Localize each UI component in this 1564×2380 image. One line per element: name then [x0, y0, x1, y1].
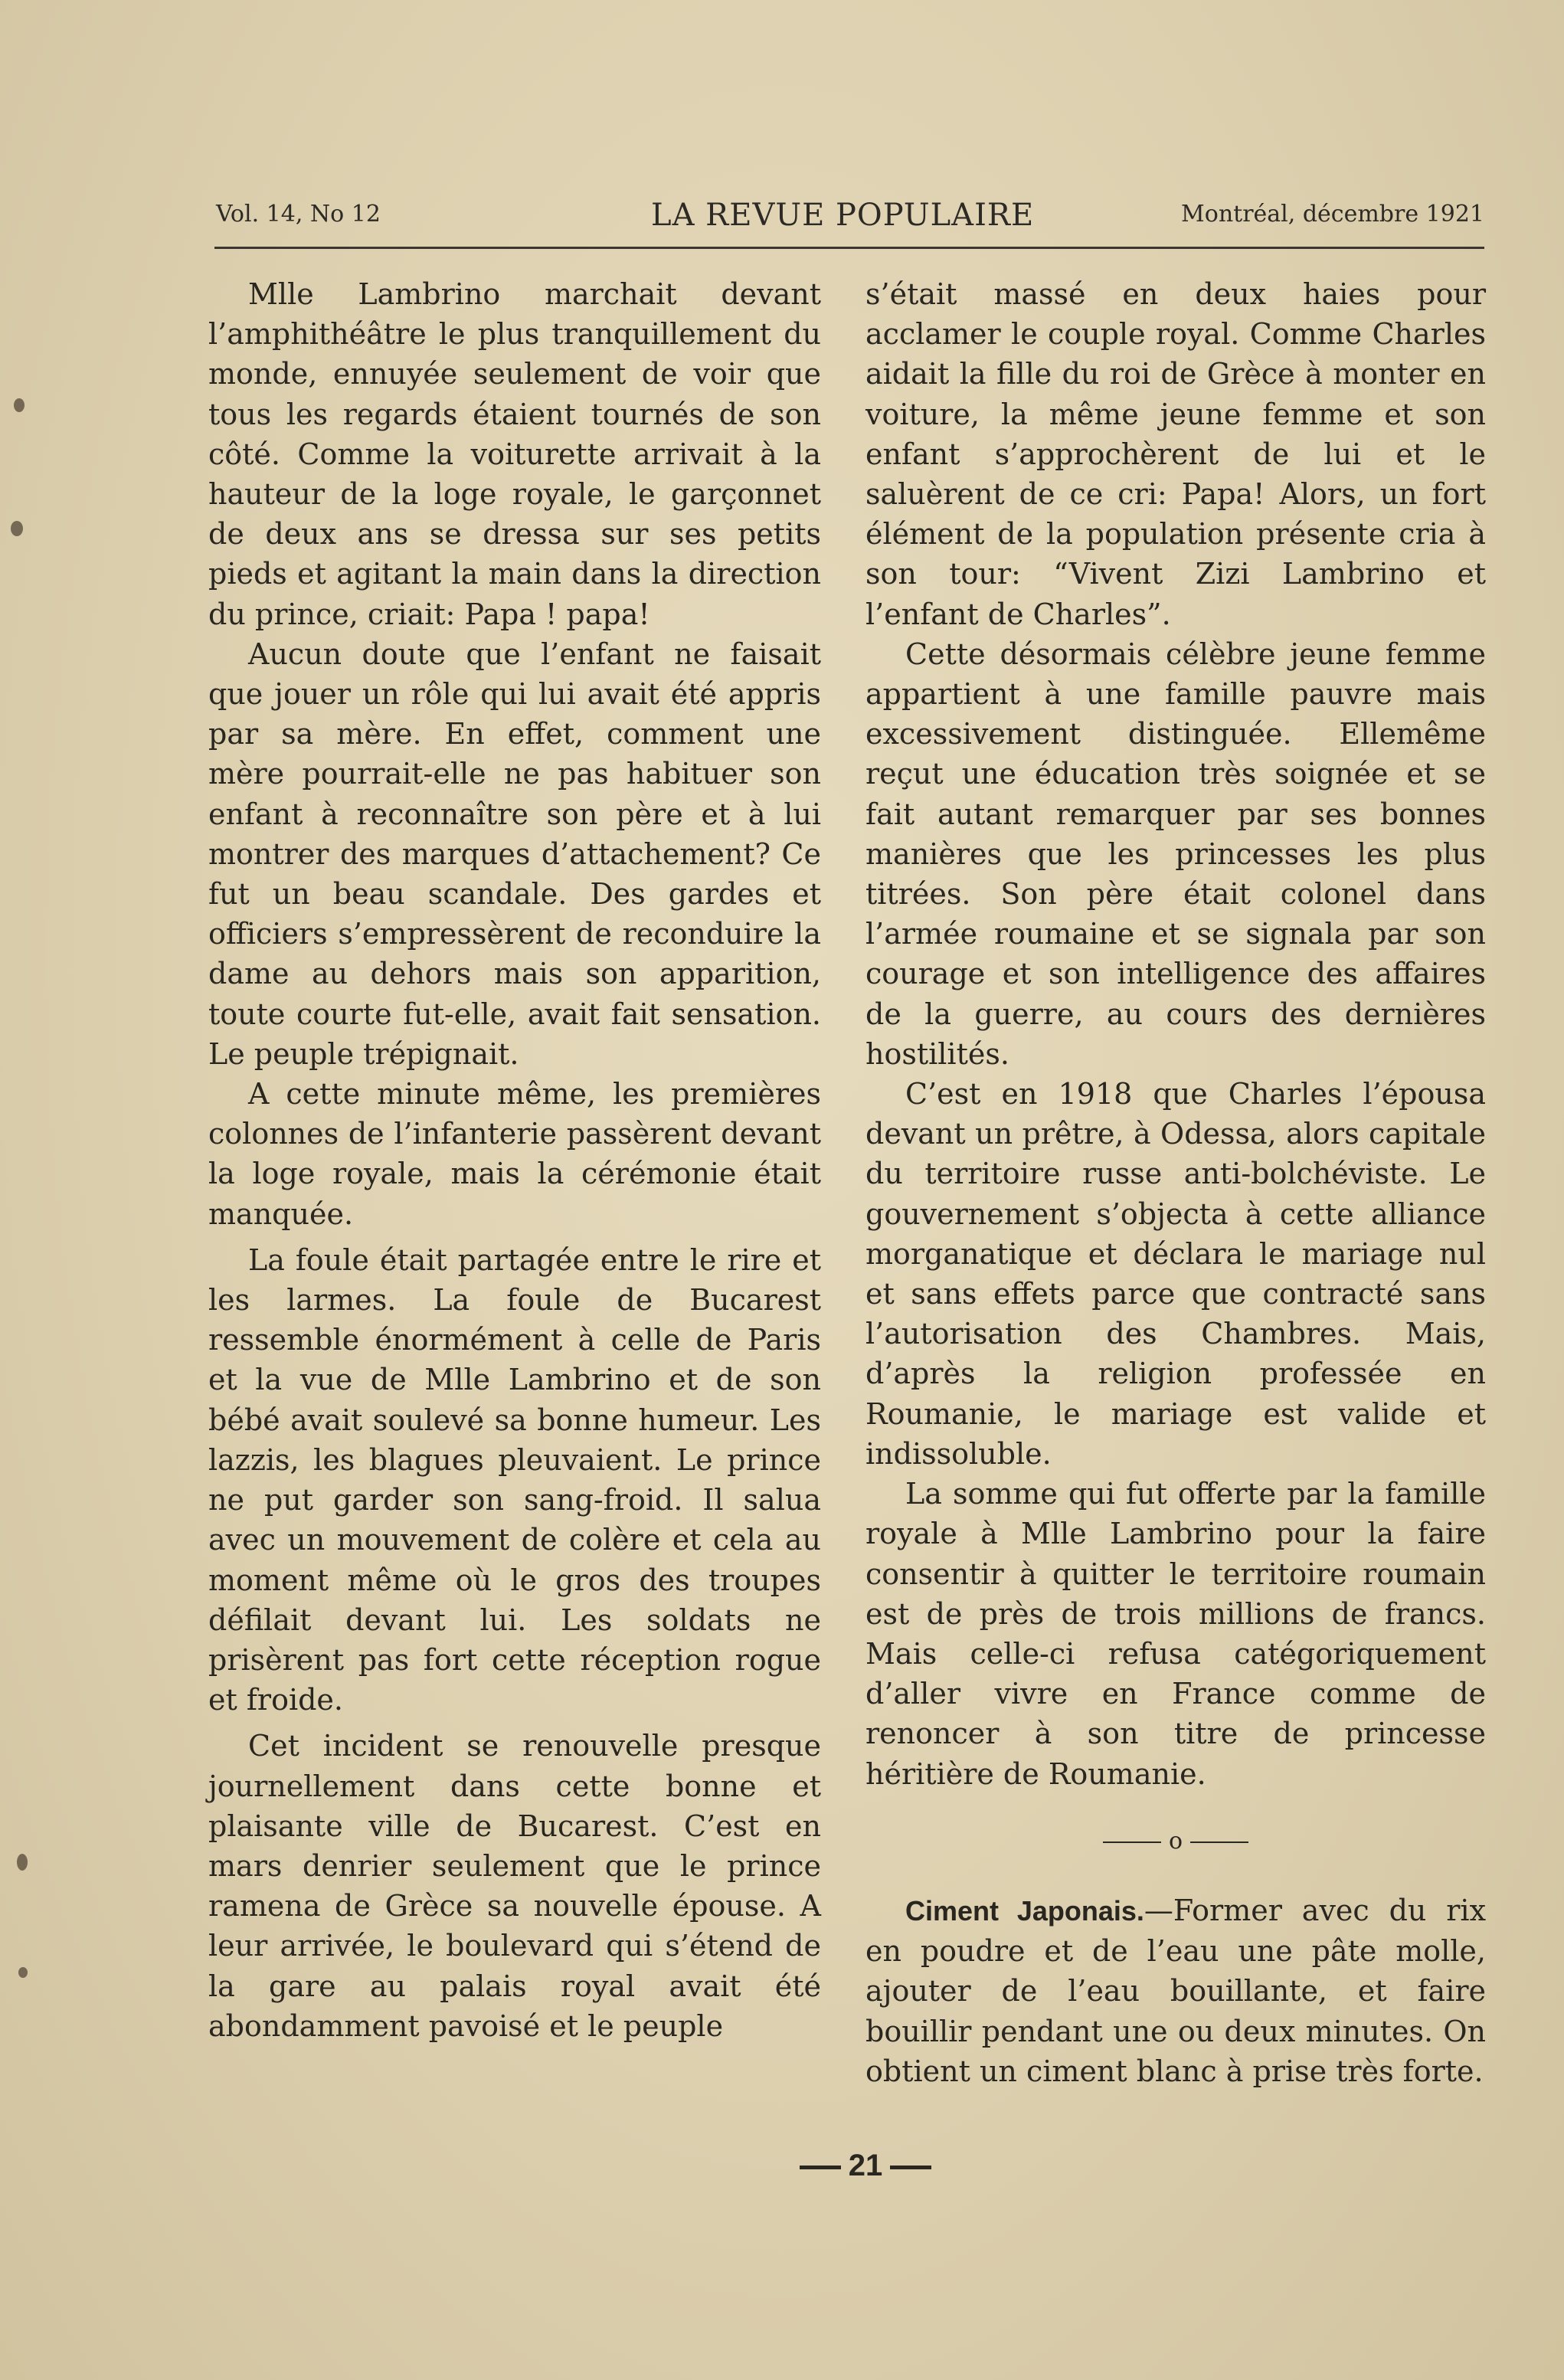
paper-blemish	[11, 521, 23, 536]
paragraph: Aucun doute que l’enfant ne faisait que jouer un rôle qui lui avait été appris par sa mère. En effet, comment une mère pourrait-elle ne pas habituer son enfant à reconnaître son père et à lui montrer des marques d’attachement? Ce fut un beau scandale. Des gardes et officiers s’empressèrent de reconduire la dame au dehors mais son apparition, toute courte fut-elle, avait fait sensation. Le peuple trépignait.	[208, 637, 821, 1071]
page-number	[774, 2149, 957, 2183]
paper-blemish	[14, 398, 25, 412]
volume-number: Vol. 14, No 12	[216, 201, 381, 228]
divider-line	[1103, 1841, 1161, 1843]
right-column	[865, 274, 1486, 2091]
page-number-dash	[890, 2166, 931, 2169]
publication-title: LA REVUE POPULAIRE	[651, 198, 1035, 233]
paragraph: Cet incident se renouvelle presque journellement dans cette bonne et plaisante ville de Bucarest. C’est en mars denrier seulement que le prince ramena de Grèce sa nouvelle épouse. A leur arrivée, le boulevard qui s’étend de la gare au palais royal avait été abondamment pavoisé et le peuple	[208, 1729, 821, 2043]
page-number-value: 21	[848, 2149, 883, 2182]
divider-line	[1190, 1841, 1248, 1843]
paragraph: C’est en 1918 que Charles l’épousa devant un prêtre, à Odessa, alors capitale du territoire russe anti-bolchéviste. Le gouvernement s’objecta à cette alliance morganatique et déclara le mariage nul et sans effets parce que contracté sans l’autorisation des Chambres. Mais, d’après la religion professée en Roumanie, le mariage est valide et indissoluble.	[865, 1077, 1486, 1471]
paper-blemish	[17, 1854, 28, 1871]
note-title: Ciment Japonais.	[905, 1894, 1144, 1927]
paragraph: A cette minute même, les premières colonnes de l’infanterie passèrent devant la loge royale, mais la cérémonie était manquée.	[208, 1077, 821, 1231]
note-text: —Former avec du rix en poudre et de l’eau une pâte molle, ajouter de l’eau bouillante, et faire bouillir pendant une ou deux minutes. On obtient un ciment blanc à prise très forte.	[865, 1893, 1487, 2088]
note-paragraph	[865, 1891, 1486, 2091]
divider-mark: o	[1168, 1827, 1183, 1855]
paragraph: La foule était partagée entre le rire et les larmes. La foule de Bucarest ressemble énormément à celle de Paris et la vue de Mlle Lambrino et de son bébé avait soulevé sa bonne humeur. Les lazzis, les blagues pleuvaient. Le prince ne put garder son sang-froid. Il salua avec un mouvement de colère et cela au moment même où le gros des troupes défilait devant lui. Les soldats ne prisèrent pas fort cette réception rogue et froide.	[208, 1242, 821, 1717]
section-divider	[865, 1822, 1486, 1861]
paragraph: Cette désormais célèbre jeune femme appartient à une famille pauvre mais excessivement distinguée. Ellemême reçut une éducation très soignée et se fait autant remarquer par ses bonnes manières que les princesses les plus titrées. Son père était colonel dans l’armée roumaine et se signala par son courage et son intelligence des affaires de la guerre, au cours des dernières hostilités.	[865, 637, 1486, 1071]
page-header	[216, 198, 1484, 236]
paragraph: La somme qui fut offerte par la famille royale à Mlle Lambrino pour la faire consentir à quitter le territoire roumain est de près de trois millions de francs. Mais celle-ci refusa catégoriquement d’aller vivre en France comme de renoncer à son titre de princesse héritière de Roumanie.	[865, 1477, 1486, 1791]
left-column	[208, 274, 821, 2046]
paper-blemish	[18, 1967, 28, 1978]
page-number-dash	[800, 2166, 841, 2169]
paragraph: Mlle Lambrino marchait devant l’amphithéâtre le plus tranquillement du monde, ennuyée seulement de voir que tous les regards étaient tournés de son côté. Comme la voiturette arrivait à la hauteur de la loge royale, le garçonnet de deux ans se dressa sur ses petits pieds et agitant la main dans la direction du prince, criait: Papa ! papa!	[208, 277, 821, 631]
paragraph: s’était massé en deux haies pour acclamer le couple royal. Comme Charles aidait la fille du roi de Grèce à monter en voiture, la même jeune femme et son enfant s’approchèrent de lui et le saluèrent de ce cri: Papa! Alors, un fort élément de la population présente cria à son tour: “Vivent Zizi Lambrino et l’enfant de Charles”.	[865, 277, 1486, 631]
header-rule	[214, 247, 1484, 249]
place-date: Montréal, décembre 1921	[1181, 201, 1484, 228]
